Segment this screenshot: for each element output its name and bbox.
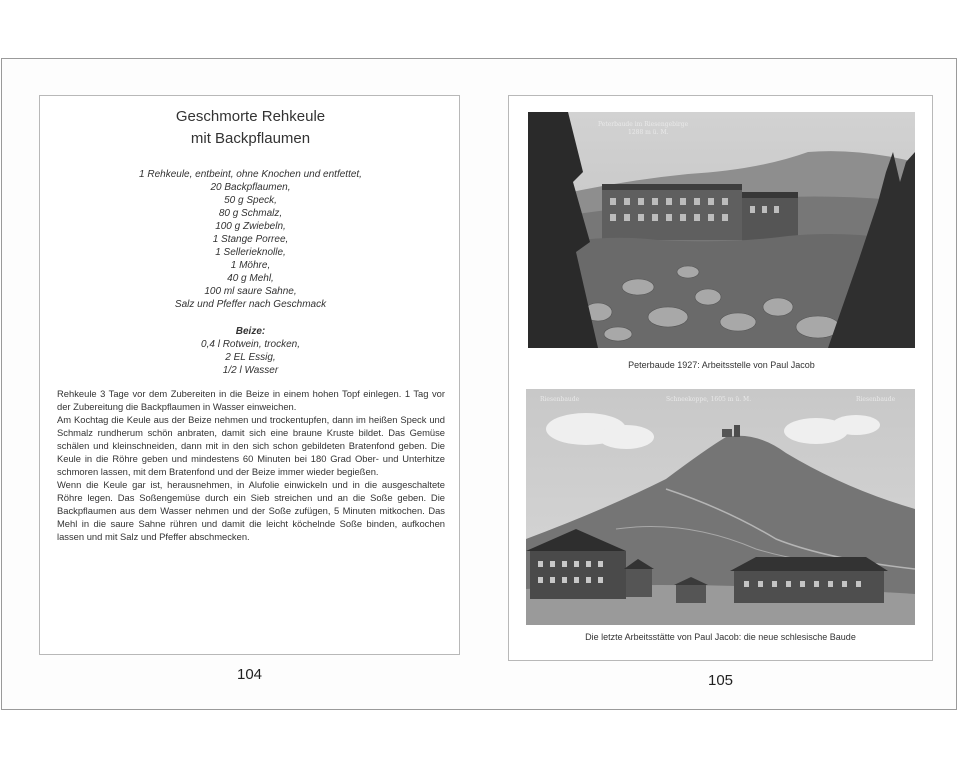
page-number-left: 104 bbox=[237, 666, 263, 683]
ingredient-item: 50 g Speck, bbox=[224, 195, 277, 206]
photo-peterbaude bbox=[528, 112, 915, 348]
postcard-image bbox=[526, 389, 915, 625]
marinade-heading: Beize: bbox=[235, 326, 266, 337]
postcard-label-right: Riesenbaude bbox=[856, 396, 896, 403]
ingredient-item: Salz und Pfeffer nach Geschmack bbox=[174, 299, 327, 310]
ingredient-item: 80 g Schmalz, bbox=[218, 208, 283, 219]
postcard-image bbox=[528, 112, 915, 348]
ingredient-list bbox=[40, 168, 461, 311]
postcard-subtitle: 1288 m ü. M. bbox=[628, 129, 669, 136]
ingredient-item: 100 g Zwiebeln, bbox=[215, 221, 286, 232]
marinade-item: 1/2 l Wasser bbox=[222, 365, 279, 376]
ingredient-item: 40 g Mehl, bbox=[227, 273, 274, 284]
photo-caption: Die letzte Arbeitsstätte von Paul Jacob: die neue schlesische Baude bbox=[585, 632, 856, 642]
left-page bbox=[39, 95, 460, 655]
ingredient-item: 1 Möhre, bbox=[230, 260, 271, 271]
ingredient-item: 1 Rehkeule, entbeint, ohne Knochen und entfettet, bbox=[139, 169, 362, 180]
ingredient-item: 1 Sellerieknolle, bbox=[215, 247, 286, 258]
page-number-right: 105 bbox=[708, 672, 734, 689]
recipe-title-line-1: Geschmorte Rehkeule bbox=[175, 108, 326, 125]
photo-schlesische-baude bbox=[526, 389, 915, 625]
marinade-item: 0,4 l Rotwein, trocken, bbox=[201, 339, 300, 350]
ingredient-item: 100 ml saure Sahne, bbox=[204, 286, 297, 297]
ingredient-item: 1 Stange Porree, bbox=[212, 234, 289, 245]
photo-caption: Peterbaude 1927: Arbeitsstelle von Paul Jacob bbox=[628, 360, 815, 370]
instruction-paragraph: Rehkeule 3 Tage vor dem Zubereiten in die Beize in einem hohen Topf einlegen. 1 Tag vor der Zubereitung die Backpflaumen in Wasser einweichen. bbox=[57, 388, 445, 412]
postcard-label-center: Schneekoppe, 1605 m ü. M. bbox=[666, 396, 752, 403]
marinade-item: 2 EL Essig, bbox=[225, 352, 276, 363]
recipe-title bbox=[40, 106, 461, 150]
instruction-paragraph: Am Kochtag die Keule aus der Beize nehmen und trockentupfen, dann im heißen Speck und Schmalz rundherum schön anbraten, damit sich eine braune Kruste bildet. Das Gemüse schälen und kleinschneiden, dann mit in den sich schon gebildeten Bratenfond geben. Die Keule in die Röhre geben und mindestens 60 Minuten bei 180 Grad Ober- und Unterhitze schmoren lassen, mit dem Bratenfond und der Beize immer wieder begießen. bbox=[57, 414, 445, 477]
postcard-title: Peterbaude im Riesengebirge bbox=[598, 121, 689, 128]
ingredient-item: 20 Backpflaumen, bbox=[210, 182, 291, 193]
recipe-instructions bbox=[57, 387, 445, 543]
marinade-section bbox=[40, 325, 461, 377]
recipe-title-line-2: mit Backpflaumen bbox=[190, 130, 311, 147]
postcard-label-left: Riesenbaude bbox=[540, 396, 580, 403]
instruction-paragraph: Wenn die Keule gar ist, herausnehmen, in Alufolie einwickeln und in die ausgeschaltete Röhre legen. Das Soßengemüse durch ein Sieb streichen und an die Soße geben. Die Backpflaumen aus dem Wasser nehmen und der Soße zufügen, 5 Minuten mitkochen. Das Mehl in die saure Sahne rühren und damit die leicht köchelnde Soße binden, aufkochen lassen und mit Salz und Pfeffer abschmecken. bbox=[57, 479, 445, 542]
